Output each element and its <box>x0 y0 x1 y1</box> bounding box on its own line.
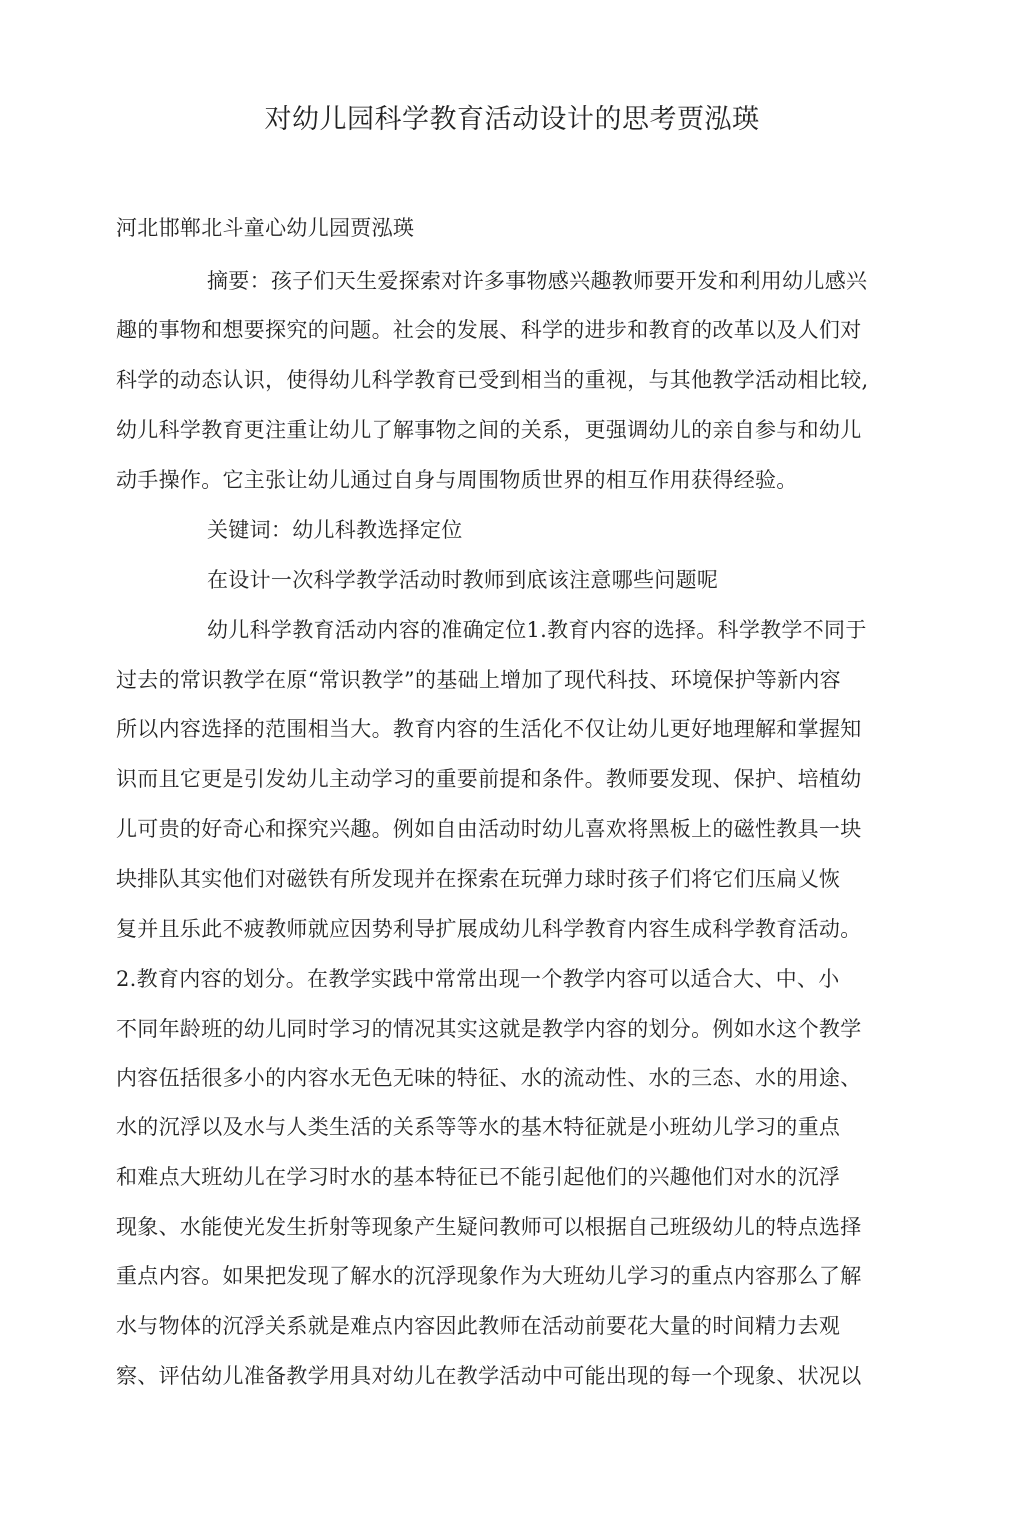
body-line: 块排队其实他们对磁铁有所发现并在探索在玩弹力球时孩子们将它们压扁乂恢 <box>116 867 841 891</box>
abstract-line: 趣的事物和想要探究的问题。社会的发展、科学的进步和教育的改革以及人们对 <box>116 318 862 342</box>
body-line: 所以内容选择的范围相当大。教育内容的生活化不仅让幼儿更好地理解和掌握知 <box>116 717 862 741</box>
abstract-line: 动手操作。它主张让幼儿通过自身与周围物质世界的相互作用获得经验。 <box>116 468 798 492</box>
body-line: 水与物体的沉浮关系就是难点内容因此教师在活动前要花大量的时间精力去观 <box>116 1314 841 1338</box>
body-line: 察、评估幼儿准备教学用具对幼儿在教学活动中可能出现的每一个现象、状况以 <box>116 1364 862 1388</box>
body-line: 内容伍括很多小的内容水无色无味的特征、水的流动性、水的三态、水的用途、 <box>116 1066 862 1090</box>
body-line: 2.教育内容的划分。在教学实践中常常出现一个教学内容可以适合大、中、小 <box>116 967 840 991</box>
body-line: 在设计一次科学教学活动时教师到底该注意哪些问题呢 <box>207 568 719 592</box>
body-line: 和难点大班幼儿在学习时水的基本特征已不能引起他们的兴趣他们对水的沉浮 <box>116 1165 841 1189</box>
body-line: 水的沉浮以及水与人类生活的关系等等水的基木特征就是小班幼儿学习的重点 <box>116 1115 841 1139</box>
body-line: 重点内容。如果把发现了解水的沉浮现象作为大班幼儿学习的重点内容那么了解 <box>116 1264 862 1288</box>
abstract-line: 科学的动态认识，使得幼儿科学教育已受到相当的重视，与其他教学活动相比较, <box>116 368 869 392</box>
document-title: 对幼儿园科学教育活动设计的思考贾泓瑛 <box>264 104 760 135</box>
keywords-line: 关键词：幼儿科教选择定位 <box>207 518 463 542</box>
body-line: 幼儿科学教育活动内容的准确定位1.教育内容的选择。科学教学不同于 <box>207 618 867 642</box>
body-line: 儿可贵的好奇心和探究兴趣。例如自由活动时幼儿喜欢将黑板上的磁性教具一块 <box>116 817 862 841</box>
body-line: 复并且乐此不疲教师就应因势利导扩展成幼儿科学教育内容生成科学教育活动。 <box>116 917 862 941</box>
body-line: 过去的常识教学在原“常识教学”的基础上增加了现代科技、环境保护等新内容 <box>116 668 841 692</box>
body-line: 识而且它更是引发幼儿主动学习的重要前提和条件。教师要发现、保护、培植幼 <box>116 767 862 791</box>
author-line: 河北邯郸北斗童心幼儿园贾泓瑛 <box>116 216 415 240</box>
body-line: 现象、水能使光发生折射等现象产生疑问教师可以根据自己班级幼儿的特点选择 <box>116 1215 862 1239</box>
abstract-line: 幼儿科学教育更注重让幼儿了解事物之间的关系，更强调幼儿的亲自参与和幼儿 <box>116 418 862 442</box>
abstract-line: 摘要：孩子们天生爱探索对许多事物感兴趣教师要开发和利用幼儿感兴 <box>207 269 868 293</box>
body-line: 不同年龄班的幼儿同时学习的情况其实这就是教学内容的划分。例如水这个教学 <box>116 1017 862 1041</box>
